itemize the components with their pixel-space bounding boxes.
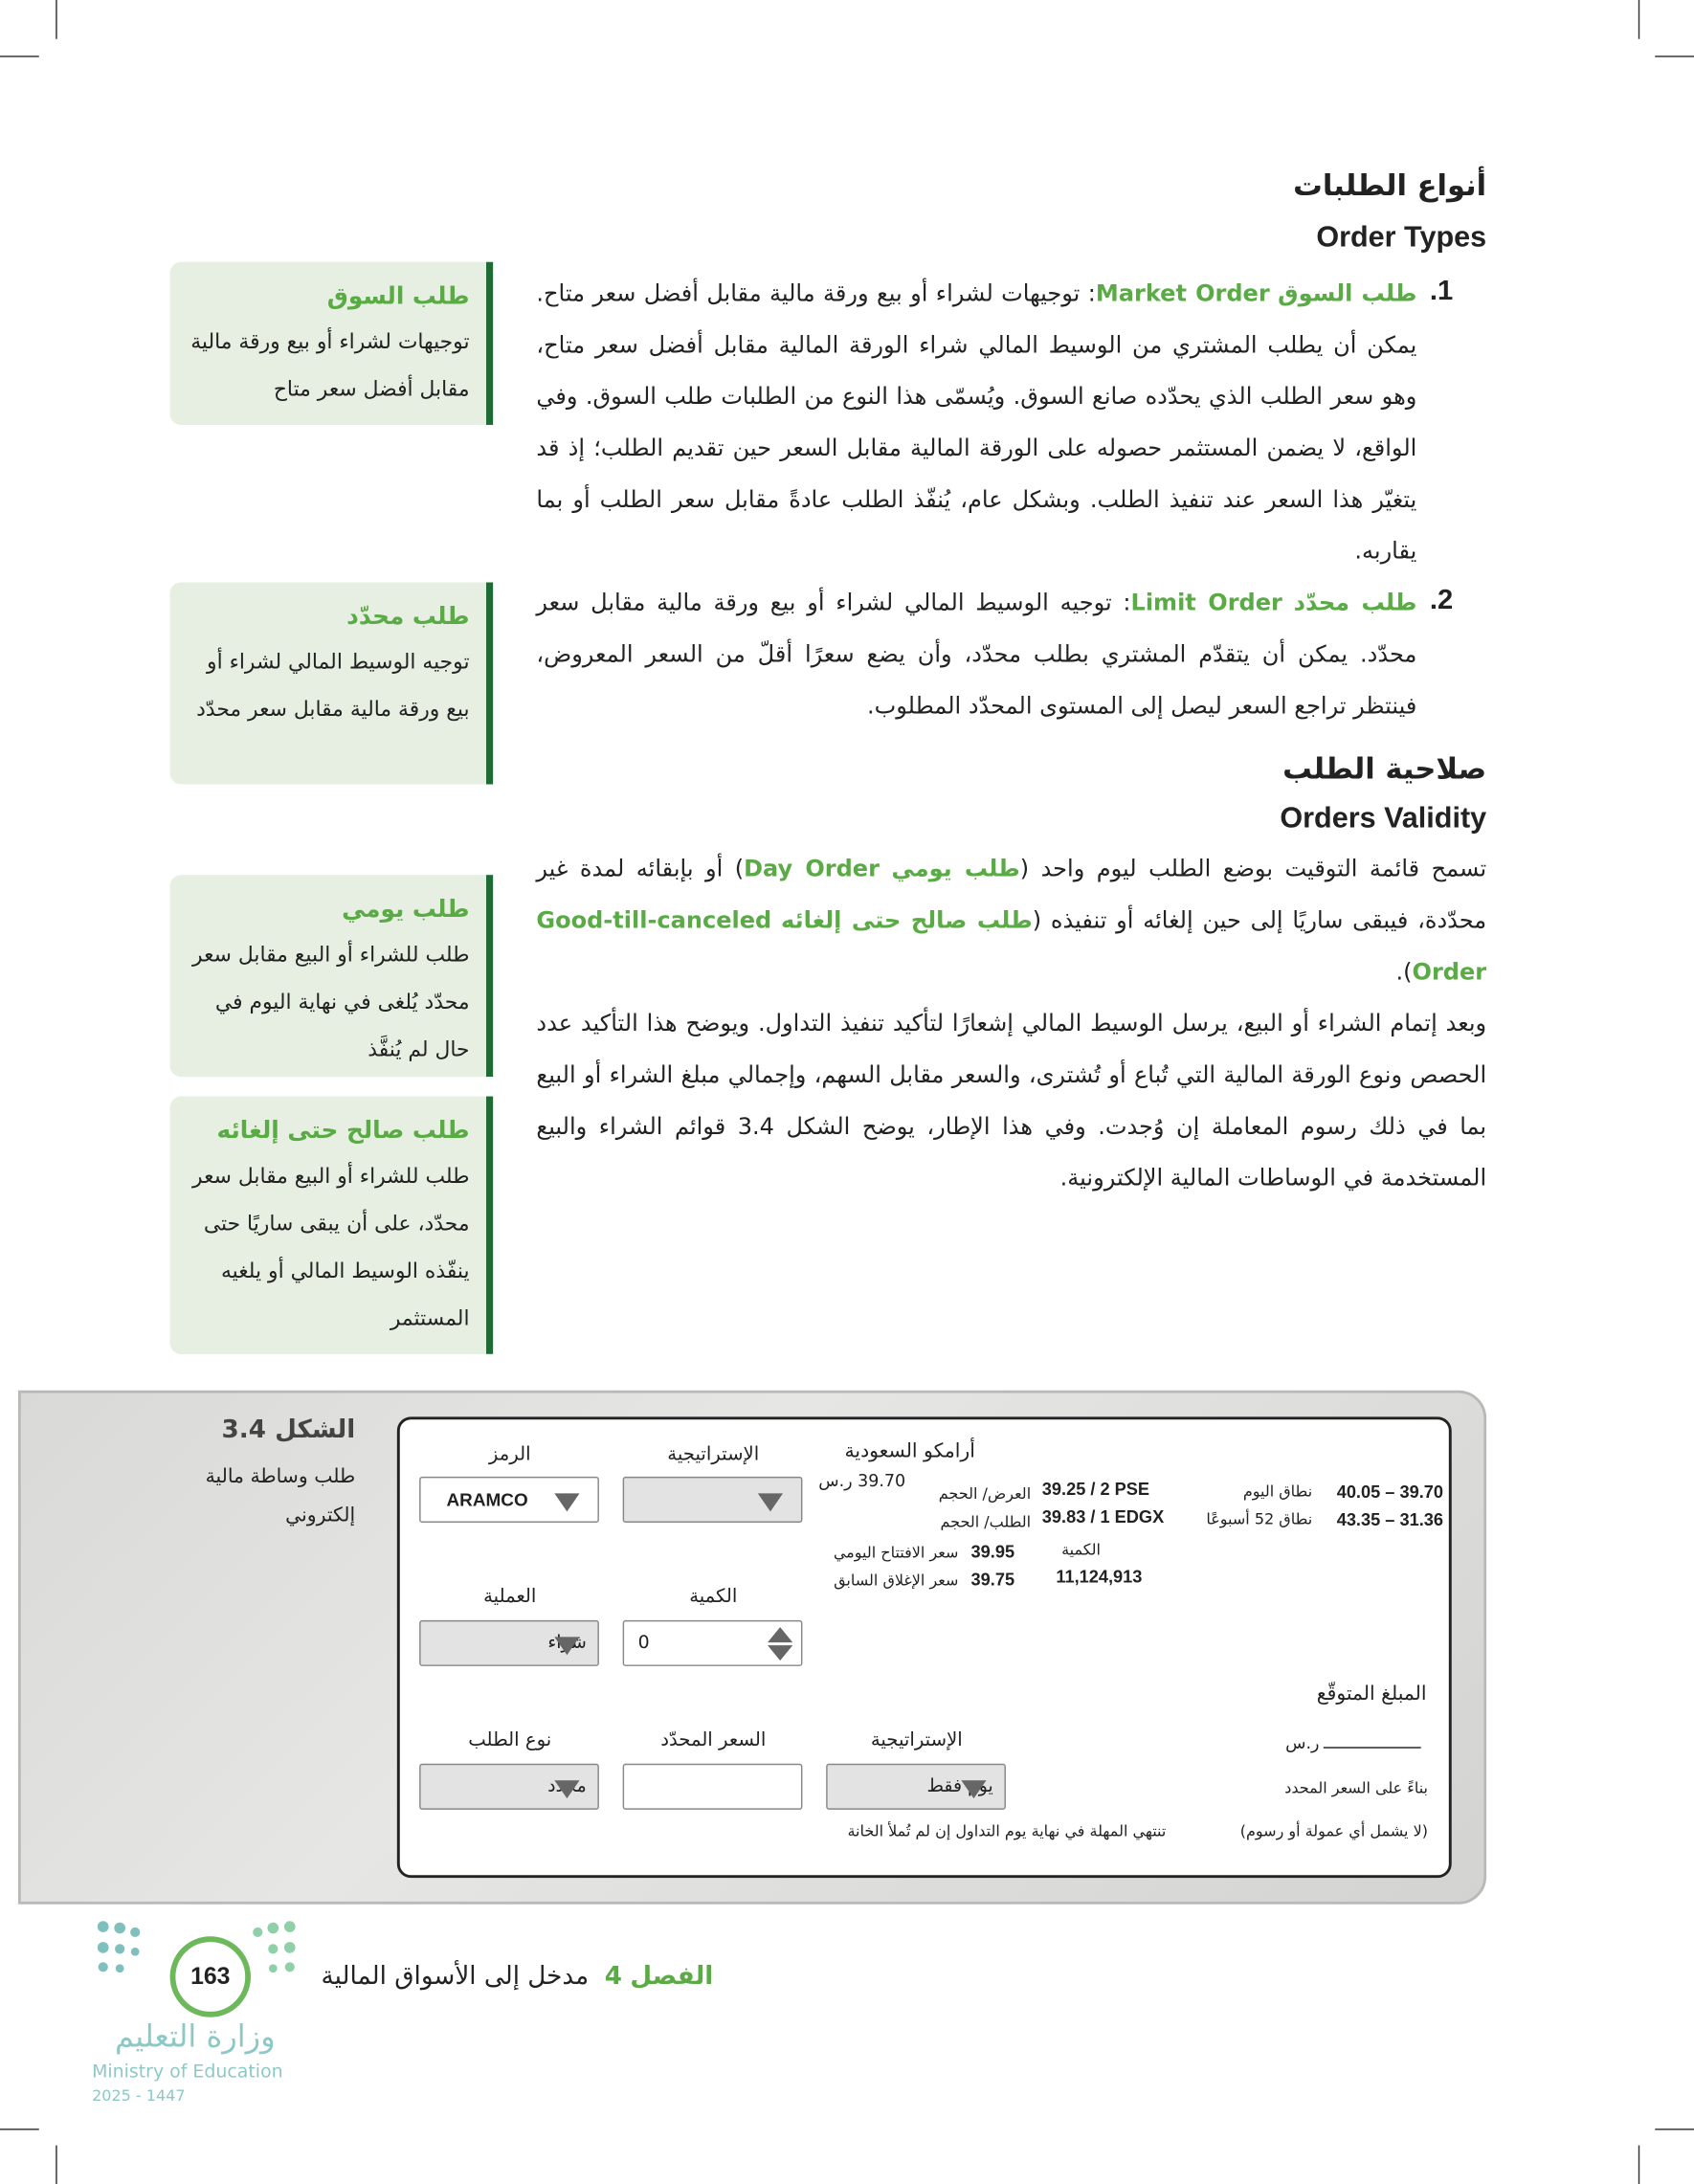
list-item [536, 577, 1486, 732]
prev-close-label: سعر الإغلاق السابق [834, 1571, 959, 1590]
decrement-icon[interactable] [768, 1645, 792, 1660]
order-type-label: نوع الطلب [468, 1728, 552, 1751]
strategy2-select[interactable]: يوم فقط [826, 1764, 1006, 1810]
validity-paragraph: تسمح قائمة التوقيت بوضع الطلب ليوم واحد (طلب يومي Day Order) أو بإبقائه لمدة غير محدّدة، فيبقى ساريًا إلى حين إلغائه أو تنفيذه (طلب صالح حتى إلغائه Good-till-canceled Order). [536, 855, 1487, 986]
expected-amount-value: ر.س [1285, 1733, 1421, 1752]
sidebar-title: طلب السوق [326, 282, 470, 311]
ask-label: العرض/ الحجم [938, 1484, 1032, 1504]
sidebar-body: توجيه الوسيط المالي لشراء أو بيع ورقة مالية مقابل سعر محدّد [196, 649, 470, 723]
no-fees-note: (لا يشمل أي عمولة أو رسوم) [1239, 1821, 1428, 1840]
order-type-select[interactable]: محدد [419, 1764, 599, 1810]
sidebar-body: توجيهات لشراء أو بيع ورقة مالية مقابل أفضل سعر متاح [190, 328, 470, 402]
sidebar-box-market-order [170, 262, 494, 425]
sidebar-box-gtc-order [170, 1097, 494, 1354]
sidebar-box-day-order [170, 875, 494, 1077]
item-number: 2. [1429, 585, 1454, 616]
sidebar-title: طلب محدّد [346, 603, 470, 632]
section-title-ar: صلاحية الطلب [1282, 752, 1487, 786]
bid-value: 39.83 / 1 EDGX [1041, 1506, 1165, 1527]
quantity-stepper[interactable]: 0 [623, 1620, 803, 1666]
ministry-name-ar: وزارة التعليم [114, 2019, 276, 2056]
expiry-note: تنتهي المهلة في نهاية يوم التداول إن لم تُملأ الخانة [847, 1821, 1167, 1840]
figure-caption-text: طلب وساطة مالية إلكتروني [205, 1465, 356, 1527]
strategy2-label: الإستراتيجية [870, 1728, 963, 1751]
symbol-select[interactable]: ARAMCO [419, 1477, 599, 1523]
ask-value: 39.25 / 2 PSE [1041, 1479, 1150, 1500]
crop-mark [1655, 2128, 1694, 2129]
volume-value: 11,124,913 [1056, 1567, 1143, 1587]
based-on-note: بناءً على السعر المحدد [1284, 1778, 1428, 1797]
section-title-ar: أنواع الطلبات [1293, 168, 1487, 203]
expected-amount-label: المبلغ المتوقّع [1316, 1683, 1427, 1705]
chapter-heading: الفصل 4 مدخل إلى الأسواق المالية [321, 1961, 714, 1992]
item-number: 1. [1429, 276, 1454, 307]
bid-label: الطلب/ الحجم [940, 1512, 1032, 1531]
sidebar-title: طلب يومي [342, 895, 470, 925]
main-column [536, 165, 1486, 1204]
strategy-select[interactable] [623, 1477, 803, 1523]
chevron-down-icon [961, 1780, 986, 1798]
chevron-down-icon [554, 1493, 579, 1511]
item-text: طلب السوق Market Order: توجيهات لشراء أو بيع ورقة مالية مقابل أفضل سعر متاح. يمكن أن يطلب المشتري من الوسيط المالي شراء الورقة المالية مقابل أفضل سعر متاح، وهو سعر الطلب الذي يحدّده صانع السوق. ويُسمّى هذا النوع من الطلبات طلب السوق. وفي الواقع، لا يضمن المستثمر حصوله على الورقة المالية مقابل السعر حين تقديم الطلب؛ إذ قد يتغيّر هذا السعر عند تنفيذ الطلب. وبشكل عام، يُنفّذ الطلب عادةً مقابل سعر الطلب أو بما يقاربه. [536, 279, 1417, 565]
day-range-label: نطاق اليوم [1242, 1482, 1313, 1501]
prev-close-value: 39.75 [970, 1570, 1015, 1590]
quantity-label: الكمية [689, 1585, 738, 1608]
sidebar-body: طلب للشراء أو البيع مقابل سعر محدّد، على أن يبقى ساريًا حتى ينفّذه الوسيط المالي أو يلغيه المستثمر [192, 1163, 470, 1331]
year: 2025 - 1447 [92, 2086, 186, 2106]
symbol-label: الرمز [488, 1443, 531, 1466]
operation-select[interactable]: شراء [419, 1620, 599, 1666]
operation-label: العملية [483, 1585, 537, 1608]
section-title-en: Orders Validity [1280, 802, 1487, 835]
52wk-range-value: 43.35 – 31.36 [1336, 1509, 1444, 1530]
52wk-range-label: نطاق 52 أسبوعًا [1206, 1509, 1313, 1528]
crop-mark [1638, 2146, 1639, 2184]
item-text: طلب محدّد Limit Order: توجيه الوسيط المالي لشراء أو بيع ورقة مالية مقابل سعر محدّد. يمكن أن يتقدّم المشتري بطلب محدّد، وأن يضع سعرًا أقلّ من السعر المعروض، فينتظر تراجع السعر ليصل إلى المستوى المحدّد المطلوب. [536, 589, 1417, 720]
page-number: 163 [170, 1936, 251, 2017]
open-price-label: سعر الافتتاح اليومي [833, 1543, 959, 1562]
chevron-down-icon [554, 1637, 579, 1655]
strategy-label: الإستراتيجية [667, 1443, 760, 1466]
sidebar-body: طلب للشراء أو البيع مقابل سعر محدّد يُلغى في نهاية اليوم في حال لم يُنفَّذ [192, 941, 470, 1062]
current-price: 39.70 ر.س [818, 1471, 906, 1491]
figure-caption-number: الشكل 3.4 [221, 1415, 356, 1445]
chevron-down-icon [758, 1493, 783, 1511]
volume-label: الكمية [1061, 1540, 1101, 1559]
limit-price-input[interactable] [623, 1764, 803, 1810]
day-range-value: 40.05 – 39.70 [1336, 1482, 1444, 1503]
confirmation-paragraph: وبعد إتمام الشراء أو البيع، يرسل الوسيط المالي إشعارًا لتأكيد تنفيذ التداول. ويوضح هذا التأكيد عدد الحصص ونوع الورقة المالية التي تُباع أو تُشترى، والسعر مقابل السهم، وإجمالي مبلغ الشراء أو البيع بما في ذلك رسوم المعاملة إن وُجدت. وفي هذا الإطار، يوضح الشكل 3.4 قوائم الشراء والبيع المستخدمة في الوساطات المالية الإلكترونية. [536, 1010, 1487, 1192]
limit-price-label: السعر المحدّد [660, 1728, 767, 1751]
chevron-down-icon [554, 1780, 579, 1798]
increment-icon[interactable] [768, 1627, 792, 1642]
sidebar-box-limit-order [170, 582, 494, 784]
section-title-en: Order Types [1316, 221, 1487, 254]
sidebar-title: طلب صالح حتى إلغائه [216, 1117, 470, 1146]
company-name: أرامكو السعودية [844, 1440, 975, 1463]
ministry-name-en: Ministry of Education [92, 2061, 283, 2084]
crop-mark [1638, 0, 1639, 39]
list-item [536, 267, 1486, 576]
open-price-value: 39.95 [970, 1542, 1015, 1562]
crop-mark [0, 2128, 39, 2129]
